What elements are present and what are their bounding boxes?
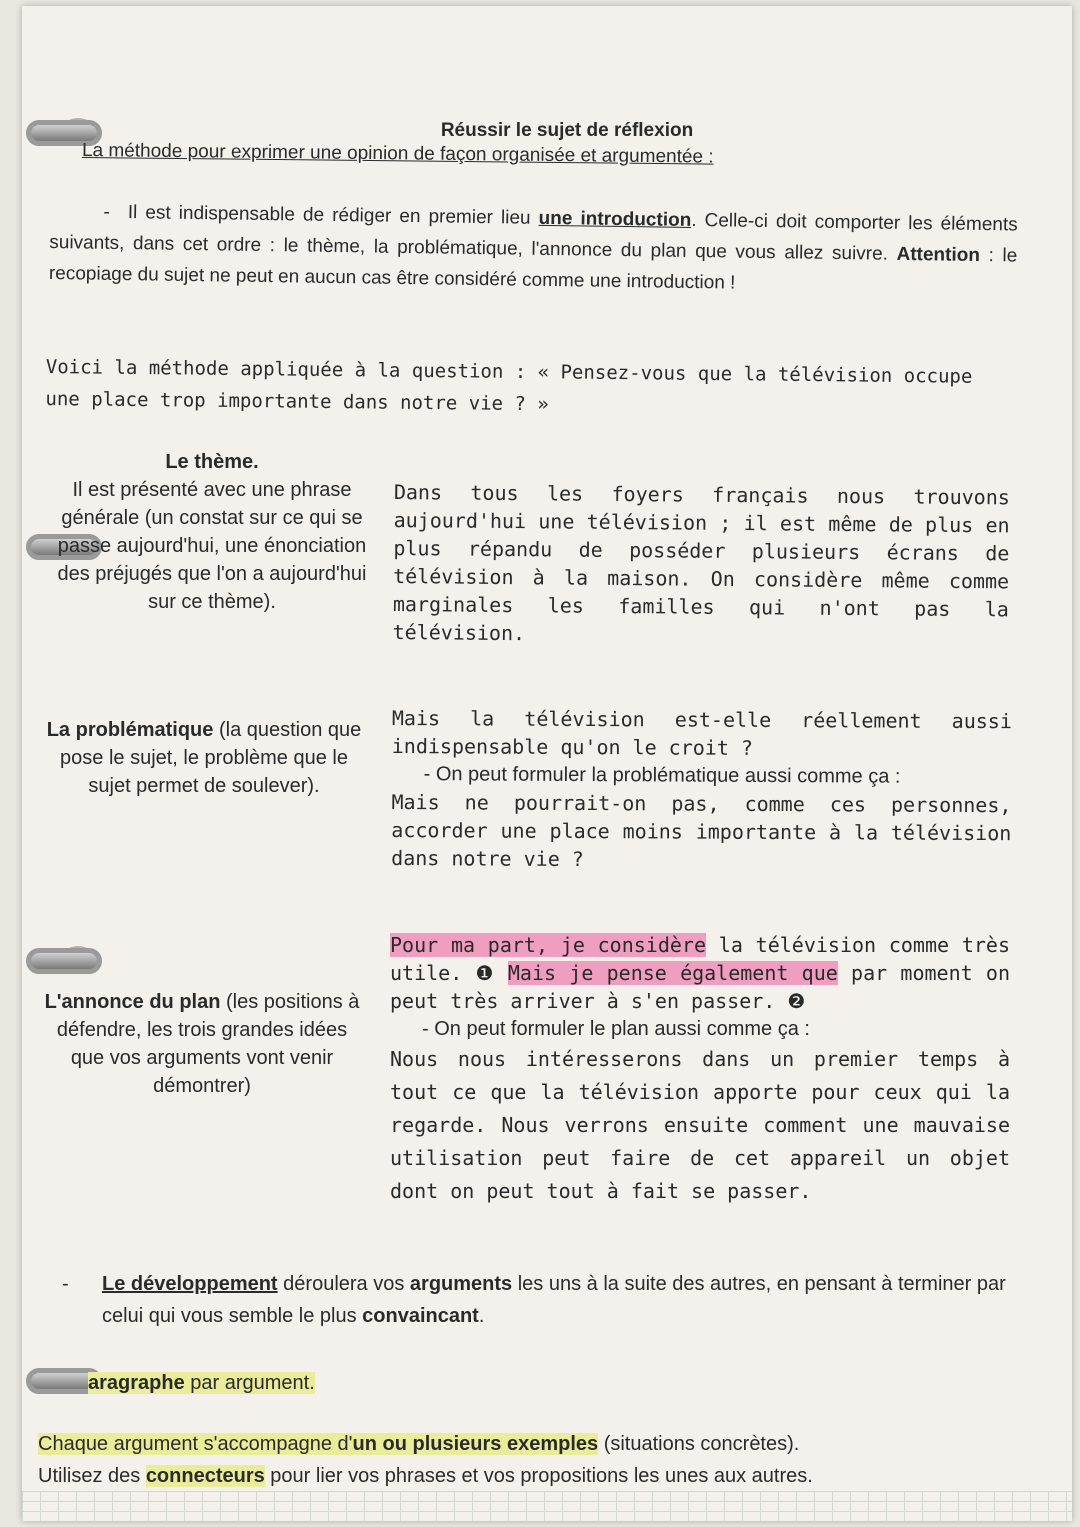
theme-example: Dans tous les foyers français nous trouvons aujourd'hui une télévision ; il est même de plus en plus répandu de posséder plusieurs écrans de télévision à la maison. On considère même comme marginales les familles qui n'ont pas la télévision. — [392, 479, 1010, 646]
development-paragraph: - Le développement déroulera vos arguments les uns à la suite des autres, en pensant à terminer par celui qui vous semble le plus convaincant. — [62, 1273, 1006, 1327]
intro-paragraph: - Il est indispensable de rédiger en premier lieu une introduction. Celle-ci doit comporter les éléments suivants, dans cet ordre : le thème, la problématique, l'annonce du plan que vous allez suivre. Attention : le recopiage du sujet ne peut en aucun cas être considéré comme une introduction ! — [49, 196, 1018, 303]
notebook-page — [22, 6, 1072, 1521]
document-subtitle: La méthode pour exprimer une opinion de façon organisée et argumentée : — [81, 140, 714, 168]
problematique-label: La problématique — [46, 719, 214, 741]
question-paragraph: Voici la méthode appliquée à la question : « Pensez-vous que la télévision occupe une place trop importante dans notre vie ? » — [45, 355, 973, 416]
development-keyword: Le développement — [102, 1273, 278, 1295]
intro-keyword: une introduction — [538, 207, 692, 231]
highlight-pour-ma-part: Pour ma part, je considère — [390, 933, 707, 957]
bullet-dash: - — [103, 201, 110, 223]
examples-rule: Chaque argument s'accompagne d'un ou plusieurs exemples (situations concrètes). Utilisez des connecteurs pour lier vos phrases et vos propositions les unes aux autres. — [38, 1433, 813, 1487]
plan-example: Pour ma part, je considère la télévision comme très utile. ❶ Mais je pense également que par moment on peut très arriver à s'en passer. ❷ - On peut formuler le plan aussi comme ça : Nous nous intéresserons dans un premier temps à tout ce que la télévision apporte pour ceux qui la regarde. Nous verrons ensuite comment une mauvaise utilisation peut faire de cet appareil un objet dont on peut tout à fait se passer. — [390, 933, 1011, 1203]
grid-paper-strip — [22, 1491, 1072, 1521]
problematique-example: Mais la télévision est-elle réellement aussi indispensable qu'on le croit ? - On peut formuler la problématique aussi comme ça : Mais ne pourrait-on pas, comme ces personnes, accorder une place moins importante à la télévision dans notre vie ? — [391, 706, 1012, 872]
attention-label: Attention — [896, 243, 981, 266]
binder-ring — [26, 948, 102, 974]
plan-note: - On peut formuler le plan aussi comme ça : — [422, 1018, 810, 1040]
theme-label-block — [52, 448, 372, 616]
highlight-mais-je-pense: Mais je pense également que — [507, 961, 838, 985]
plan-label-block: L'annonce du plan (les positions à défendre, les trois grandes idées que vos arguments vont venir démontrer) — [44, 991, 360, 1097]
theme-desc: Il est présenté avec une phrase générale (un constat sur ce qui se passe aujourd'hui, une énonciation des préjugés que l'on a aujourd'hui sur ce thème). — [57, 479, 367, 613]
theme-label: Le thème. — [165, 451, 259, 473]
paragraph-rule: aragraphe par argument. — [88, 1372, 315, 1394]
problematique-label-block: La problématique (la question que pose le sujet, le problème que le sujet permet de soulever). — [46, 719, 362, 797]
problematique-note: - On peut formuler la problématique aussi comme ça : — [423, 763, 901, 788]
document-title: Réussir le sujet de réflexion — [440, 120, 694, 141]
plan-label: L'annonce du plan — [44, 991, 221, 1013]
